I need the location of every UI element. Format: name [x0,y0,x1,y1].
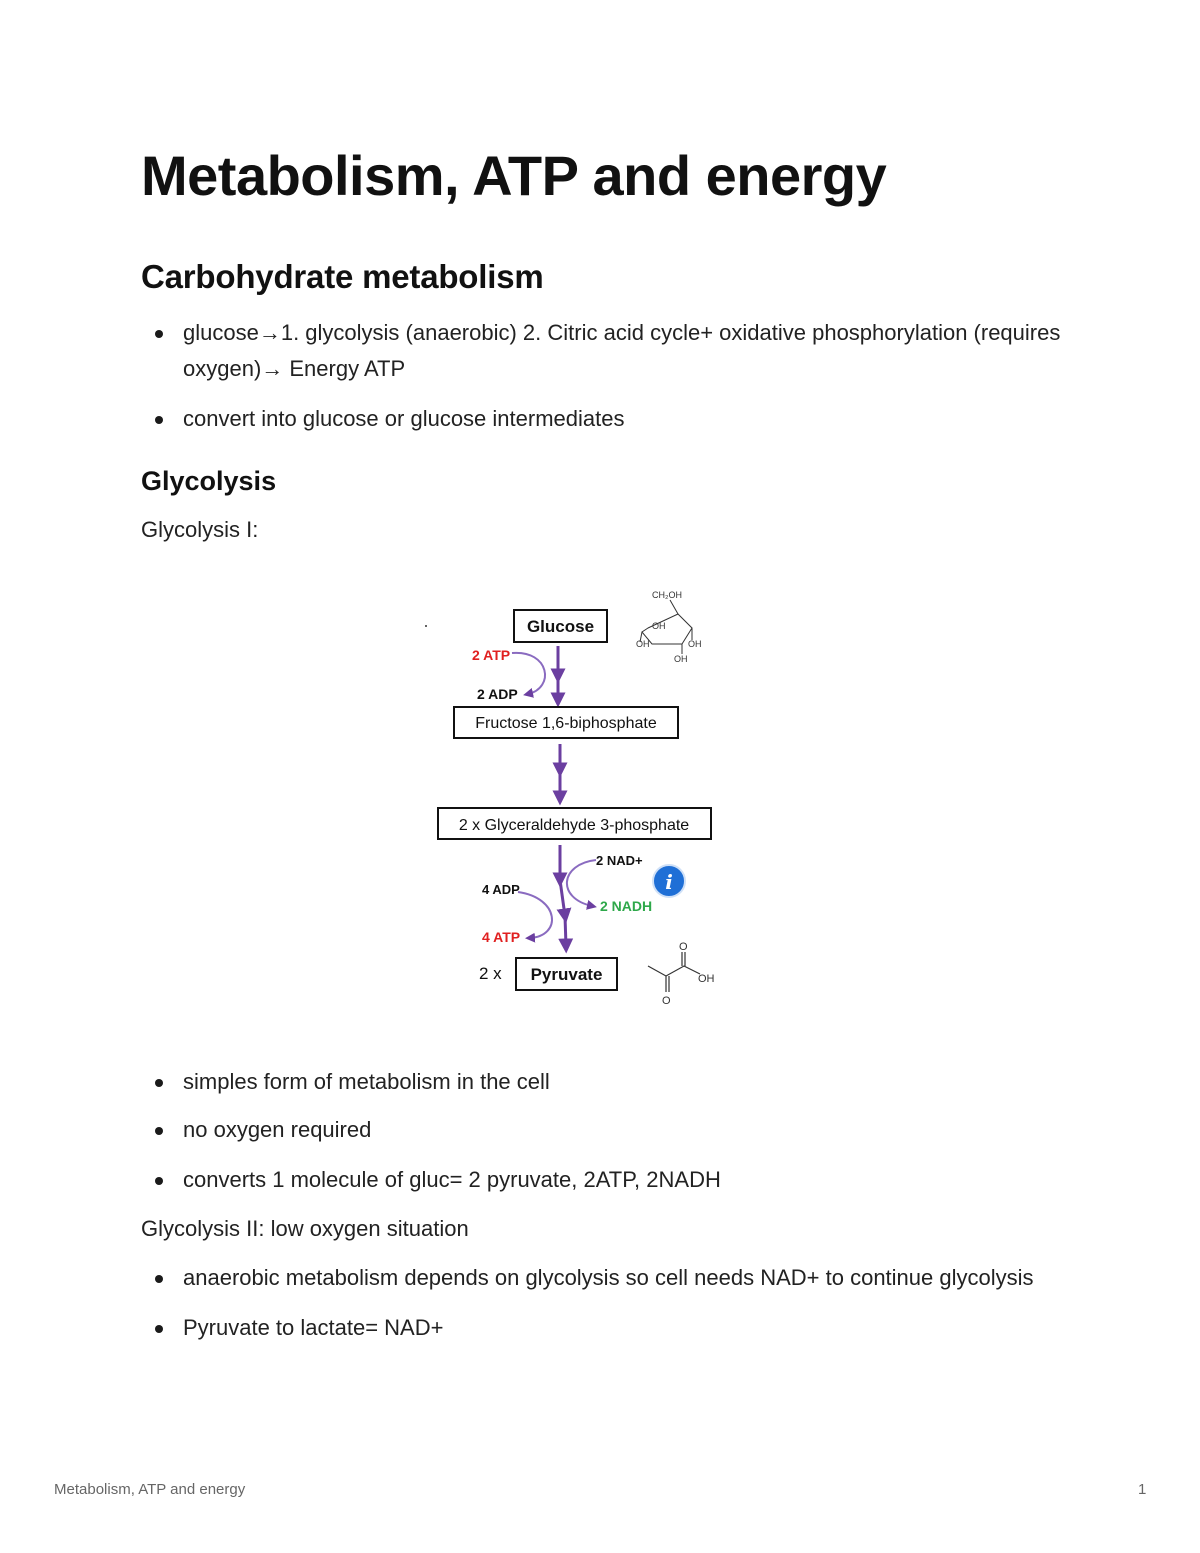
carb-bullet-list [141,315,1071,437]
list-item [141,1064,1071,1100]
fructose-label: Fructose 1,6-biphosphate [475,715,657,732]
o-label: O [662,995,671,1007]
glycolysis-2-bullet-list [141,1260,1071,1346]
glucose-box [514,610,607,642]
section-heading-carbohydrate: Carbohydrate metabolism [141,258,544,295]
glucose-label: Glucose [526,617,595,636]
list-item [141,1162,1071,1198]
list-item-text: Pyruvate to lactate= NAD+ [183,1315,444,1340]
list-item [141,315,1071,387]
bullet-dot [155,330,163,338]
bullet-dot [155,1275,163,1283]
footer-title: Metabolism, ATP and energy [54,1481,246,1498]
oh-label: OH [698,973,715,985]
info-icon-glyph: i [665,870,673,894]
nadh-label: 2 NADH [600,898,653,914]
bullet-dot [155,1177,163,1185]
o-label: O [679,941,688,953]
side-arrow-adp [518,892,552,938]
fructose-box [454,707,678,738]
stray-dot [425,625,427,627]
ch2oh-label: CH₂OH [652,590,682,600]
info-icon[interactable] [653,865,685,897]
adp-in-label: 4 ADP [482,882,520,897]
glycolysis-diagram [420,580,740,1020]
list-item-text: anaerobic metabolism depends on glycolysis so cell needs NAD+ to continue glycolysis [183,1265,1034,1290]
main-arrow-3b [560,880,565,916]
list-item [141,1112,1071,1148]
bullet-dot [155,1079,163,1087]
atp-in-label: 2 ATP [472,647,511,663]
glycolysis-1-label: Glycolysis I: [141,517,259,542]
pyruvate-box [516,958,617,990]
list-item [141,1310,1071,1346]
glycolysis-bullet-list [141,1064,1071,1198]
page-number: 1 [1138,1481,1147,1498]
page-title: Metabolism, ATP and energy [141,144,887,207]
adp-out-label: 2 ADP [477,686,518,702]
pyruvate-prefix: 2 x [479,964,502,983]
list-item-text: converts 1 molecule of gluc= 2 pyruvate, 2ATP, 2NADH [183,1167,721,1192]
main-arrow-3c [565,916,566,946]
glucose-structure-icon [636,590,702,664]
glycolysis-2-label: Glycolysis II: low oxygen situation [141,1216,469,1241]
section-heading-glycolysis: Glycolysis [141,466,277,496]
list-item-text: convert into glucose or glucose intermediates [183,406,625,431]
nad-label: 2 NAD+ [596,853,643,868]
oh-label: OH [652,621,666,631]
glyceraldehyde-box [438,808,711,839]
list-item [141,401,1071,437]
bullet-dot [155,416,163,424]
oh-label: OH [674,654,688,664]
atp-out-label: 4 ATP [482,929,521,945]
pyruvate-structure-icon [648,941,715,1007]
list-item [141,1260,1071,1296]
list-item-text: no oxygen required [183,1117,372,1142]
pyruvate-label: Pyruvate [530,965,603,984]
list-item-text: glucose→1. glycolysis (anaerobic) 2. Citric acid cycle+ oxidative phosphorylation (requires oxygen)→ Energy ATP [183,320,1061,381]
bullet-dot [155,1325,163,1333]
glyceraldehyde-label: 2 x Glyceraldehyde 3-phosphate [458,817,690,834]
bullet-dot [155,1127,163,1135]
oh-label: OH [688,639,702,649]
side-arrow-nad [567,860,596,906]
list-item-text: simples form of metabolism in the cell [183,1069,550,1094]
oh-label: OH [636,639,650,649]
